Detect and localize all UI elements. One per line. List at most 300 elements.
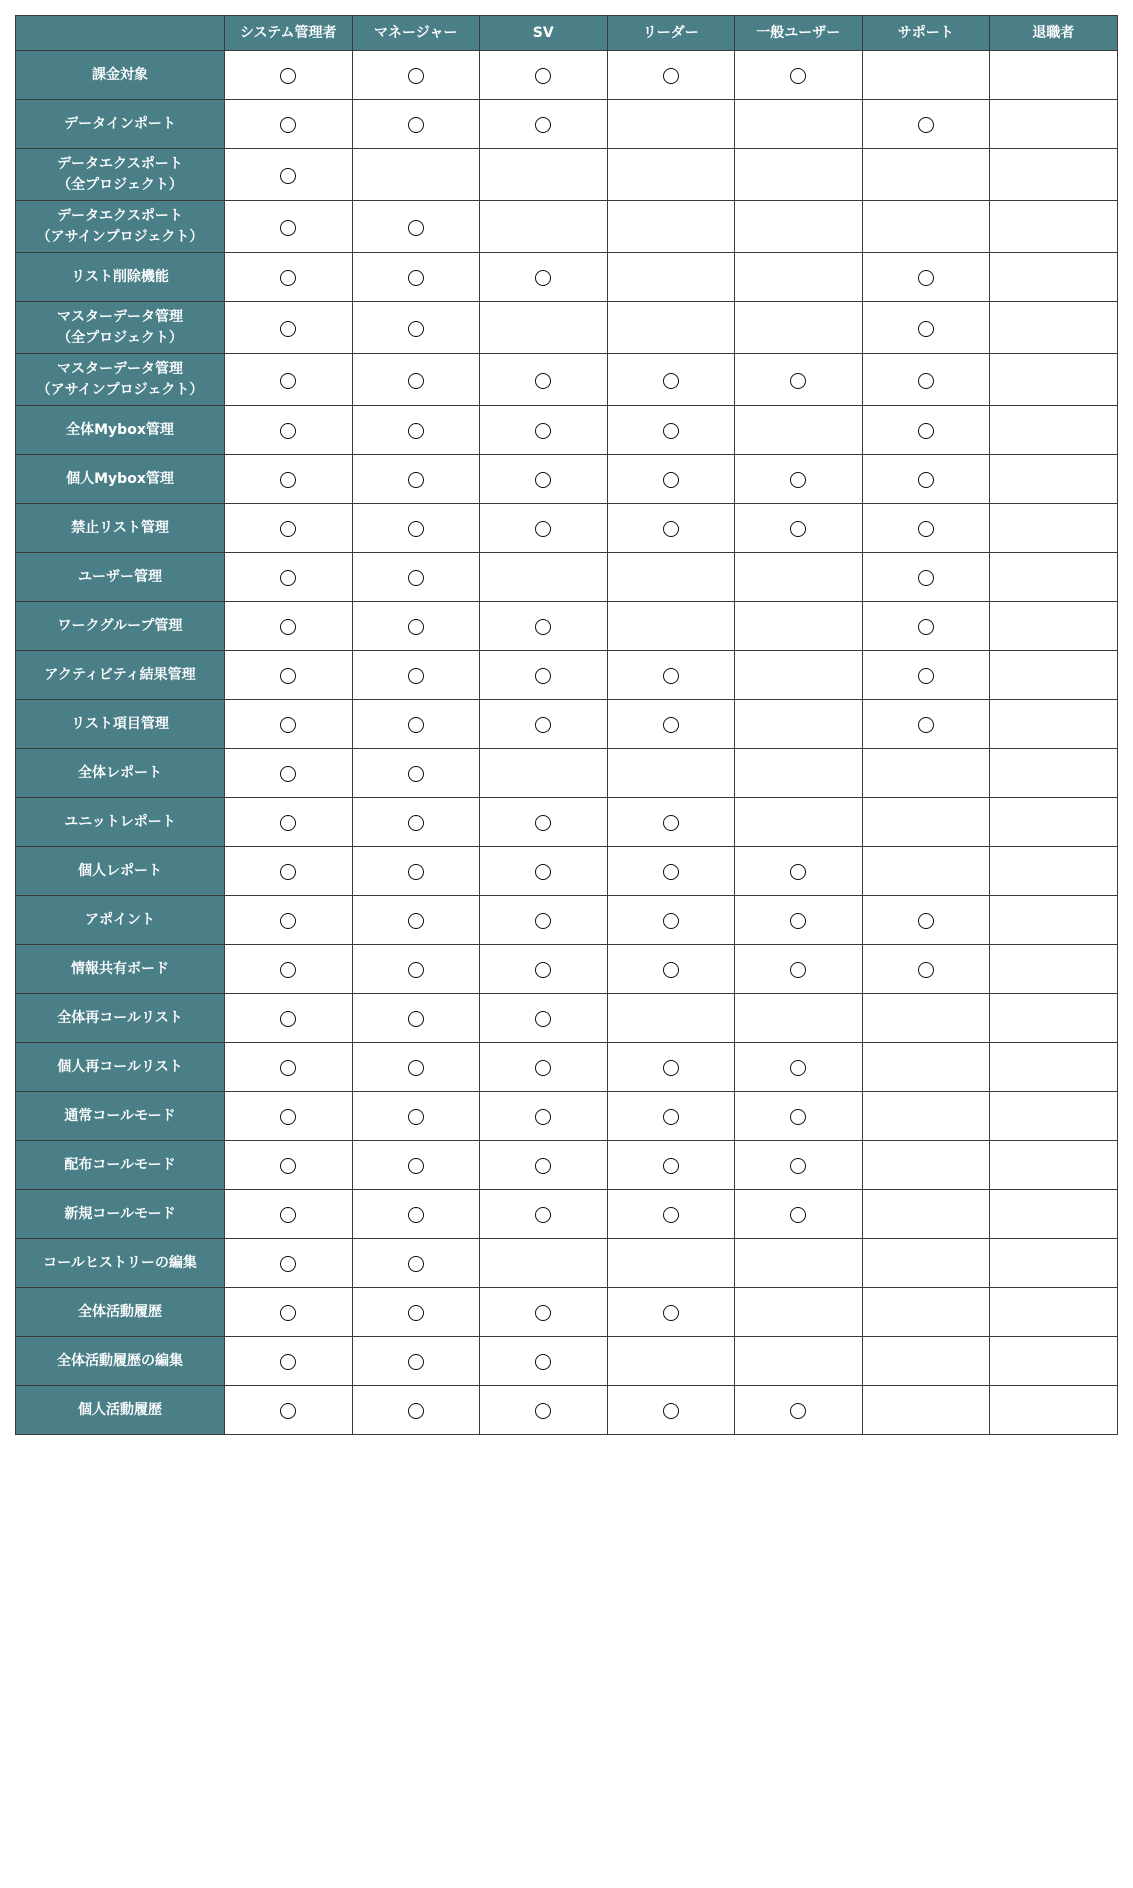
permission-cell bbox=[862, 749, 990, 798]
circle-mark-icon bbox=[790, 1158, 806, 1174]
permission-cell bbox=[480, 253, 608, 302]
circle-mark-icon bbox=[535, 1305, 551, 1321]
permission-cell bbox=[225, 945, 353, 994]
permission-cell bbox=[862, 51, 990, 100]
permission-cell bbox=[480, 896, 608, 945]
permission-cell bbox=[990, 1141, 1118, 1190]
permission-cell bbox=[990, 51, 1118, 100]
circle-mark-icon bbox=[918, 270, 934, 286]
row-label: 全体Mybox管理 bbox=[16, 406, 225, 455]
permission-cell bbox=[735, 253, 863, 302]
permission-cell bbox=[225, 253, 353, 302]
circle-mark-icon bbox=[280, 1256, 296, 1272]
permission-cell bbox=[990, 1190, 1118, 1239]
permission-cell bbox=[607, 994, 735, 1043]
permission-cell bbox=[990, 1337, 1118, 1386]
permission-cell bbox=[990, 504, 1118, 553]
table-row bbox=[16, 354, 1118, 406]
circle-mark-icon bbox=[663, 815, 679, 831]
row-label: マスターデータ管理 （アサインプロジェクト） bbox=[16, 354, 225, 406]
permission-cell bbox=[735, 201, 863, 253]
header-row bbox=[16, 16, 1118, 51]
permission-cell bbox=[607, 1337, 735, 1386]
circle-mark-icon bbox=[535, 117, 551, 133]
row-label: 個人活動履歴 bbox=[16, 1386, 225, 1435]
circle-mark-icon bbox=[535, 913, 551, 929]
permission-cell bbox=[480, 1190, 608, 1239]
row-label: アポイント bbox=[16, 896, 225, 945]
permission-cell bbox=[225, 100, 353, 149]
column-header-retired: 退職者 bbox=[990, 16, 1118, 51]
circle-mark-icon bbox=[535, 521, 551, 537]
permission-cell bbox=[225, 749, 353, 798]
circle-mark-icon bbox=[408, 1060, 424, 1076]
table-row bbox=[16, 253, 1118, 302]
permission-cell bbox=[607, 896, 735, 945]
row-label: 個人レポート bbox=[16, 847, 225, 896]
circle-mark-icon bbox=[535, 668, 551, 684]
permission-cell bbox=[862, 994, 990, 1043]
circle-mark-icon bbox=[790, 1060, 806, 1076]
permission-cell bbox=[352, 602, 480, 651]
permission-cell bbox=[607, 602, 735, 651]
circle-mark-icon bbox=[280, 766, 296, 782]
table-row bbox=[16, 455, 1118, 504]
permission-cell bbox=[735, 354, 863, 406]
permission-cell bbox=[352, 253, 480, 302]
table-row bbox=[16, 302, 1118, 354]
permission-cell bbox=[225, 994, 353, 1043]
permission-cell bbox=[480, 1092, 608, 1141]
permission-cell bbox=[990, 100, 1118, 149]
permission-cell bbox=[225, 1337, 353, 1386]
permission-cell bbox=[607, 51, 735, 100]
circle-mark-icon bbox=[408, 117, 424, 133]
circle-mark-icon bbox=[408, 423, 424, 439]
permission-cell bbox=[862, 253, 990, 302]
permission-cell bbox=[352, 354, 480, 406]
permission-cell bbox=[480, 798, 608, 847]
row-label: ユーザー管理 bbox=[16, 553, 225, 602]
circle-mark-icon bbox=[408, 1109, 424, 1125]
circle-mark-icon bbox=[918, 913, 934, 929]
row-label: 個人Mybox管理 bbox=[16, 455, 225, 504]
permission-cell bbox=[607, 700, 735, 749]
permission-cell bbox=[990, 1092, 1118, 1141]
permission-cell bbox=[225, 149, 353, 201]
row-label: 配布コールモード bbox=[16, 1141, 225, 1190]
permission-cell bbox=[862, 1190, 990, 1239]
circle-mark-icon bbox=[535, 1403, 551, 1419]
table-row bbox=[16, 602, 1118, 651]
permission-cell bbox=[735, 994, 863, 1043]
permission-cell bbox=[352, 149, 480, 201]
circle-mark-icon bbox=[280, 1305, 296, 1321]
permission-cell bbox=[862, 896, 990, 945]
permission-cell bbox=[862, 1386, 990, 1435]
circle-mark-icon bbox=[280, 913, 296, 929]
permission-cell bbox=[735, 1288, 863, 1337]
permission-cell bbox=[480, 700, 608, 749]
permission-cell bbox=[735, 1092, 863, 1141]
permission-cell bbox=[352, 302, 480, 354]
permission-cell bbox=[480, 651, 608, 700]
permission-cell bbox=[862, 149, 990, 201]
permission-cell bbox=[862, 302, 990, 354]
circle-mark-icon bbox=[280, 1158, 296, 1174]
circle-mark-icon bbox=[280, 373, 296, 389]
circle-mark-icon bbox=[535, 815, 551, 831]
circle-mark-icon bbox=[408, 1207, 424, 1223]
circle-mark-icon bbox=[280, 1403, 296, 1419]
column-header-general-user: 一般ユーザー bbox=[735, 16, 863, 51]
permission-cell bbox=[607, 1239, 735, 1288]
permission-cell bbox=[352, 945, 480, 994]
circle-mark-icon bbox=[408, 913, 424, 929]
permission-cell bbox=[607, 1092, 735, 1141]
table-row bbox=[16, 651, 1118, 700]
circle-mark-icon bbox=[535, 373, 551, 389]
permission-cell bbox=[480, 354, 608, 406]
permission-cell bbox=[862, 602, 990, 651]
permission-cell bbox=[480, 1141, 608, 1190]
circle-mark-icon bbox=[663, 1109, 679, 1125]
permission-cell bbox=[990, 553, 1118, 602]
permission-cell bbox=[225, 201, 353, 253]
permission-cell bbox=[225, 602, 353, 651]
circle-mark-icon bbox=[408, 270, 424, 286]
permission-cell bbox=[352, 1386, 480, 1435]
circle-mark-icon bbox=[663, 423, 679, 439]
permission-cell bbox=[862, 1239, 990, 1288]
permission-cell bbox=[225, 406, 353, 455]
permission-cell bbox=[480, 553, 608, 602]
permission-cell bbox=[990, 1239, 1118, 1288]
circle-mark-icon bbox=[790, 373, 806, 389]
permission-cell bbox=[607, 100, 735, 149]
permission-cell bbox=[225, 1141, 353, 1190]
table-row bbox=[16, 51, 1118, 100]
permission-cell bbox=[735, 651, 863, 700]
permission-cell bbox=[352, 406, 480, 455]
permission-cell bbox=[990, 1288, 1118, 1337]
column-header-system-admin: システム管理者 bbox=[225, 16, 353, 51]
permission-cell bbox=[480, 1386, 608, 1435]
circle-mark-icon bbox=[535, 864, 551, 880]
permission-cell bbox=[225, 1092, 353, 1141]
permission-cell bbox=[990, 354, 1118, 406]
permission-cell bbox=[607, 847, 735, 896]
circle-mark-icon bbox=[280, 68, 296, 84]
permission-cell bbox=[862, 945, 990, 994]
circle-mark-icon bbox=[790, 962, 806, 978]
permission-cell bbox=[480, 455, 608, 504]
permission-cell bbox=[735, 1386, 863, 1435]
permission-cell bbox=[480, 1337, 608, 1386]
permission-cell bbox=[352, 455, 480, 504]
permission-cell bbox=[607, 1043, 735, 1092]
circle-mark-icon bbox=[408, 373, 424, 389]
permission-cell bbox=[352, 700, 480, 749]
table-row bbox=[16, 406, 1118, 455]
table-row bbox=[16, 1190, 1118, 1239]
table-row bbox=[16, 1092, 1118, 1141]
circle-mark-icon bbox=[790, 864, 806, 880]
circle-mark-icon bbox=[280, 570, 296, 586]
circle-mark-icon bbox=[790, 1207, 806, 1223]
circle-mark-icon bbox=[663, 864, 679, 880]
circle-mark-icon bbox=[408, 864, 424, 880]
permission-cell bbox=[735, 455, 863, 504]
permission-cell bbox=[225, 302, 353, 354]
table-row bbox=[16, 700, 1118, 749]
permission-cell bbox=[607, 651, 735, 700]
row-label: 全体活動履歴の編集 bbox=[16, 1337, 225, 1386]
permission-cell bbox=[480, 149, 608, 201]
permission-cell bbox=[735, 51, 863, 100]
permission-cell bbox=[990, 1386, 1118, 1435]
row-label: 情報共有ボード bbox=[16, 945, 225, 994]
circle-mark-icon bbox=[790, 1403, 806, 1419]
circle-mark-icon bbox=[280, 220, 296, 236]
table-row bbox=[16, 1386, 1118, 1435]
permission-cell bbox=[862, 201, 990, 253]
column-header-leader: リーダー bbox=[607, 16, 735, 51]
permission-cell bbox=[225, 700, 353, 749]
circle-mark-icon bbox=[918, 717, 934, 733]
permission-cell bbox=[735, 1043, 863, 1092]
permission-cell bbox=[225, 1288, 353, 1337]
circle-mark-icon bbox=[535, 1109, 551, 1125]
circle-mark-icon bbox=[535, 962, 551, 978]
permission-cell bbox=[735, 945, 863, 994]
circle-mark-icon bbox=[663, 1207, 679, 1223]
circle-mark-icon bbox=[408, 570, 424, 586]
table-row bbox=[16, 896, 1118, 945]
permission-cell bbox=[862, 1337, 990, 1386]
permission-cell bbox=[990, 896, 1118, 945]
circle-mark-icon bbox=[408, 766, 424, 782]
permission-cell bbox=[480, 1043, 608, 1092]
column-header-support: サポート bbox=[862, 16, 990, 51]
permission-cell bbox=[352, 1092, 480, 1141]
row-label: リスト項目管理 bbox=[16, 700, 225, 749]
permission-cell bbox=[607, 354, 735, 406]
permission-cell bbox=[607, 406, 735, 455]
permission-cell bbox=[225, 51, 353, 100]
circle-mark-icon bbox=[408, 1256, 424, 1272]
row-label: コールヒストリーの編集 bbox=[16, 1239, 225, 1288]
permission-cell bbox=[735, 896, 863, 945]
circle-mark-icon bbox=[535, 423, 551, 439]
permission-cell bbox=[480, 51, 608, 100]
permission-cell bbox=[225, 1043, 353, 1092]
permission-cell bbox=[862, 847, 990, 896]
permission-cell bbox=[480, 945, 608, 994]
permission-cell bbox=[990, 1043, 1118, 1092]
permission-cell bbox=[735, 749, 863, 798]
circle-mark-icon bbox=[408, 1403, 424, 1419]
table-row bbox=[16, 504, 1118, 553]
circle-mark-icon bbox=[918, 570, 934, 586]
permission-cell bbox=[480, 749, 608, 798]
permission-rows bbox=[16, 51, 1118, 1435]
circle-mark-icon bbox=[408, 619, 424, 635]
permission-cell bbox=[225, 553, 353, 602]
permission-cell bbox=[862, 406, 990, 455]
circle-mark-icon bbox=[408, 815, 424, 831]
permission-cell bbox=[225, 354, 353, 406]
permission-cell bbox=[352, 798, 480, 847]
permission-cell bbox=[990, 700, 1118, 749]
permission-cell bbox=[990, 994, 1118, 1043]
table-row bbox=[16, 994, 1118, 1043]
table-row bbox=[16, 1337, 1118, 1386]
permission-cell bbox=[480, 504, 608, 553]
circle-mark-icon bbox=[918, 962, 934, 978]
permission-cell bbox=[990, 798, 1118, 847]
permission-cell bbox=[862, 455, 990, 504]
circle-mark-icon bbox=[663, 472, 679, 488]
row-label: 通常コールモード bbox=[16, 1092, 225, 1141]
permission-cell bbox=[352, 201, 480, 253]
permission-cell bbox=[607, 1190, 735, 1239]
permission-cell bbox=[607, 455, 735, 504]
permission-cell bbox=[480, 1288, 608, 1337]
circle-mark-icon bbox=[535, 1158, 551, 1174]
circle-mark-icon bbox=[280, 1207, 296, 1223]
row-label: 新規コールモード bbox=[16, 1190, 225, 1239]
circle-mark-icon bbox=[280, 521, 296, 537]
permission-cell bbox=[990, 302, 1118, 354]
circle-mark-icon bbox=[918, 321, 934, 337]
circle-mark-icon bbox=[408, 1354, 424, 1370]
permission-cell bbox=[480, 847, 608, 896]
permission-cell bbox=[225, 798, 353, 847]
row-label: ユニットレポート bbox=[16, 798, 225, 847]
circle-mark-icon bbox=[918, 619, 934, 635]
permission-cell bbox=[735, 406, 863, 455]
permission-cell bbox=[225, 1239, 353, 1288]
circle-mark-icon bbox=[280, 472, 296, 488]
circle-mark-icon bbox=[280, 1011, 296, 1027]
table-row bbox=[16, 1239, 1118, 1288]
permission-cell bbox=[225, 455, 353, 504]
permission-cell bbox=[607, 945, 735, 994]
circle-mark-icon bbox=[280, 1060, 296, 1076]
permission-sheet bbox=[15, 15, 1118, 1435]
permission-cell bbox=[607, 1141, 735, 1190]
permission-cell bbox=[735, 798, 863, 847]
permission-cell bbox=[352, 847, 480, 896]
circle-mark-icon bbox=[918, 668, 934, 684]
row-label: 個人再コールリスト bbox=[16, 1043, 225, 1092]
permission-cell bbox=[990, 945, 1118, 994]
circle-mark-icon bbox=[535, 68, 551, 84]
permission-cell bbox=[990, 149, 1118, 201]
table-row bbox=[16, 100, 1118, 149]
circle-mark-icon bbox=[280, 815, 296, 831]
permission-cell bbox=[735, 1239, 863, 1288]
circle-mark-icon bbox=[535, 1354, 551, 1370]
permission-cell bbox=[990, 455, 1118, 504]
circle-mark-icon bbox=[663, 913, 679, 929]
permission-cell bbox=[862, 1092, 990, 1141]
circle-mark-icon bbox=[918, 373, 934, 389]
permission-cell bbox=[480, 1239, 608, 1288]
circle-mark-icon bbox=[663, 1403, 679, 1419]
circle-mark-icon bbox=[280, 619, 296, 635]
permission-cell bbox=[225, 896, 353, 945]
permission-cell bbox=[862, 651, 990, 700]
circle-mark-icon bbox=[280, 962, 296, 978]
permission-cell bbox=[352, 1239, 480, 1288]
circle-mark-icon bbox=[408, 321, 424, 337]
permission-cell bbox=[862, 1288, 990, 1337]
circle-mark-icon bbox=[918, 472, 934, 488]
permission-cell bbox=[480, 201, 608, 253]
permission-cell bbox=[735, 1337, 863, 1386]
row-label: リスト削除機能 bbox=[16, 253, 225, 302]
column-header-sv: SV bbox=[480, 16, 608, 51]
circle-mark-icon bbox=[280, 668, 296, 684]
circle-mark-icon bbox=[663, 521, 679, 537]
permission-cell bbox=[352, 1337, 480, 1386]
permission-cell bbox=[352, 651, 480, 700]
permission-cell bbox=[480, 302, 608, 354]
column-header-manager: マネージャー bbox=[352, 16, 480, 51]
permission-cell bbox=[990, 847, 1118, 896]
circle-mark-icon bbox=[535, 1207, 551, 1223]
row-label: データエクスポート （アサインプロジェクト） bbox=[16, 201, 225, 253]
table-row bbox=[16, 798, 1118, 847]
permission-cell bbox=[352, 749, 480, 798]
permission-cell bbox=[990, 602, 1118, 651]
circle-mark-icon bbox=[663, 373, 679, 389]
circle-mark-icon bbox=[790, 521, 806, 537]
circle-mark-icon bbox=[663, 68, 679, 84]
permission-cell bbox=[480, 406, 608, 455]
permission-cell bbox=[225, 1190, 353, 1239]
circle-mark-icon bbox=[408, 68, 424, 84]
circle-mark-icon bbox=[280, 321, 296, 337]
permission-cell bbox=[607, 149, 735, 201]
corner-cell bbox=[16, 16, 225, 51]
permission-cell bbox=[607, 1386, 735, 1435]
permission-cell bbox=[607, 253, 735, 302]
permission-cell bbox=[735, 1190, 863, 1239]
permission-cell bbox=[990, 749, 1118, 798]
table-row bbox=[16, 1288, 1118, 1337]
row-label: 課金対象 bbox=[16, 51, 225, 100]
permission-cell bbox=[735, 100, 863, 149]
table-row bbox=[16, 847, 1118, 896]
circle-mark-icon bbox=[663, 1060, 679, 1076]
permission-cell bbox=[480, 602, 608, 651]
row-label: データエクスポート （全プロジェクト） bbox=[16, 149, 225, 201]
row-label: データインポート bbox=[16, 100, 225, 149]
permission-cell bbox=[735, 504, 863, 553]
circle-mark-icon bbox=[918, 521, 934, 537]
permission-cell bbox=[225, 847, 353, 896]
circle-mark-icon bbox=[408, 220, 424, 236]
table-row bbox=[16, 1043, 1118, 1092]
circle-mark-icon bbox=[408, 521, 424, 537]
permission-cell bbox=[735, 302, 863, 354]
circle-mark-icon bbox=[663, 1158, 679, 1174]
permission-cell bbox=[352, 51, 480, 100]
circle-mark-icon bbox=[408, 962, 424, 978]
